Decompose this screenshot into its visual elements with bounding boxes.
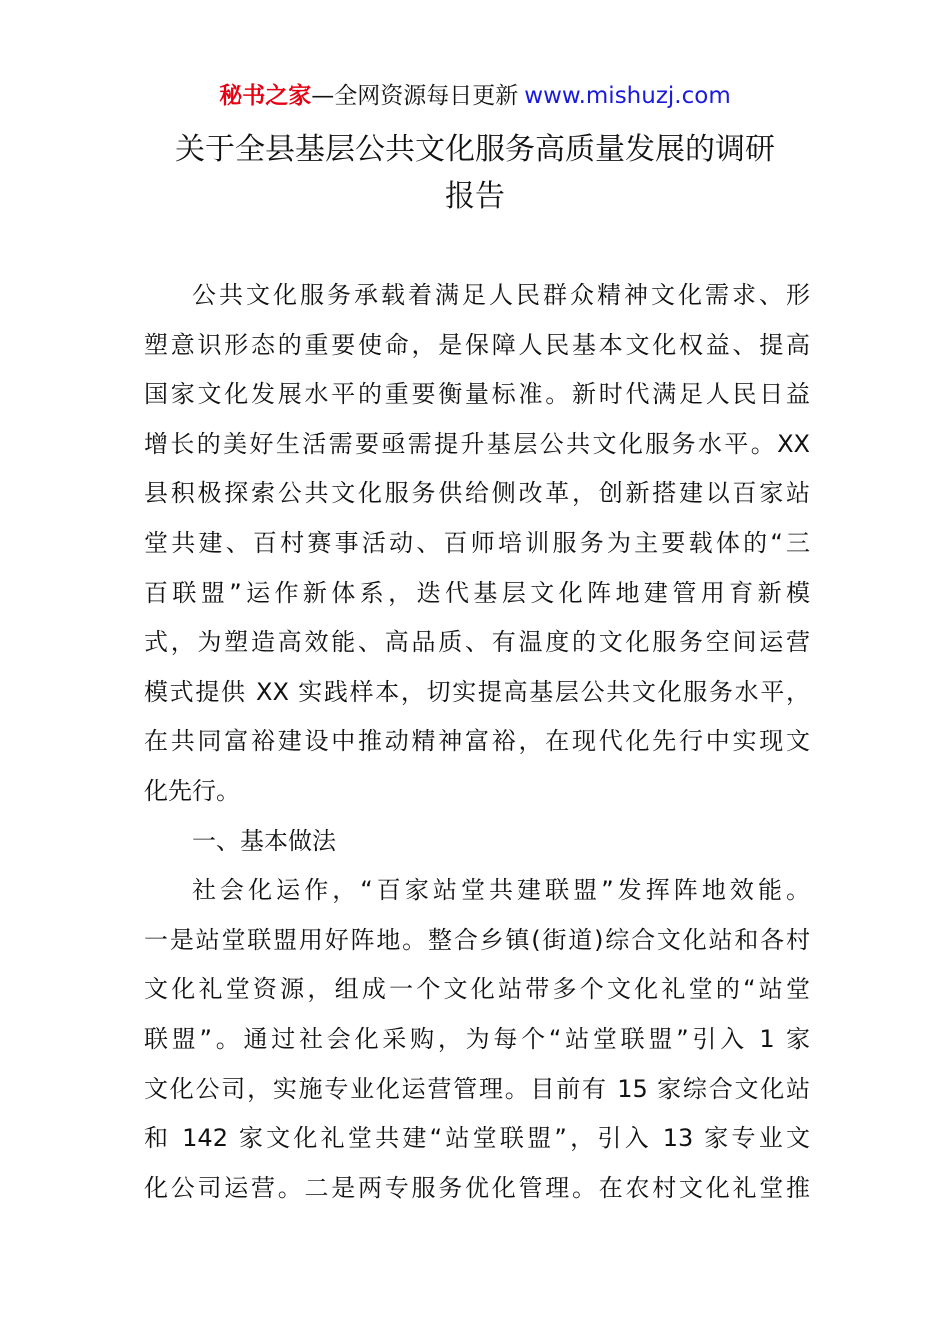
body-line: 国家文化发展水平的重要衡量标准。新时代满足人民日益 <box>144 380 810 409</box>
body-line: 堂共建、百村赛事活动、百师培训服务为主要载体的“三 <box>144 528 810 557</box>
body-line: 和 142 家文化礼堂共建“站堂联盟”，引入 13 家专业文 <box>144 1124 810 1153</box>
body-line: 化公司运营。二是两专服务优化管理。在农村文化礼堂推 <box>144 1173 810 1202</box>
body-line: 增长的美好生活需要亟需提升基层公共文化服务水平。XX <box>144 429 810 458</box>
body-line: 文化公司，实施专业化运营管理。目前有 15 家综合文化站 <box>144 1074 810 1103</box>
body-line: 化先行。 <box>144 776 240 805</box>
body-line: 式，为塑造高效能、高品质、有温度的文化服务空间运营 <box>144 628 810 657</box>
body-line: 在共同富裕建设中推动精神富裕，在现代化先行中实现文 <box>144 727 810 756</box>
document-body <box>144 271 810 1213</box>
body-line: 县积极探索公共文化服务供给侧改革，创新搭建以百家站 <box>144 479 810 508</box>
document-title <box>120 126 830 220</box>
body-line: 模式提供 XX 实践样本，切实提高基层公共文化服务水平， <box>144 677 810 706</box>
site-url-link[interactable]: www.mishuzj.com <box>524 83 731 109</box>
brand-name: 秘书之家 <box>219 83 312 109</box>
title-line-1: 关于全县基层公共文化服务高质量发展的调研 <box>175 132 775 167</box>
title-line-2: 报告 <box>445 179 505 214</box>
body-line: 塑意识形态的重要使命，是保障人民基本文化权益、提高 <box>144 330 810 359</box>
body-line: 文化礼堂资源，组成一个文化站带多个文化礼堂的“站堂 <box>144 975 810 1004</box>
body-line: 百联盟”运作新体系，迭代基层文化阵地建管用育新模 <box>144 578 810 607</box>
body-line: 社会化运作，“百家站堂共建联盟”发挥阵地效能。 <box>192 876 810 905</box>
body-line: 联盟”。通过社会化采购，为每个“站堂联盟”引入 1 家 <box>144 1024 810 1053</box>
site-header <box>0 80 950 112</box>
body-line: 公共文化服务承载着满足人民群众精神文化需求、形 <box>192 281 810 309</box>
header-tagline: —全网资源每日更新 <box>311 83 519 109</box>
body-line: 一是站堂联盟用好阵地。整合乡镇(街道)综合文化站和各村 <box>144 925 810 954</box>
body-line: 一、基本做法 <box>192 826 336 855</box>
